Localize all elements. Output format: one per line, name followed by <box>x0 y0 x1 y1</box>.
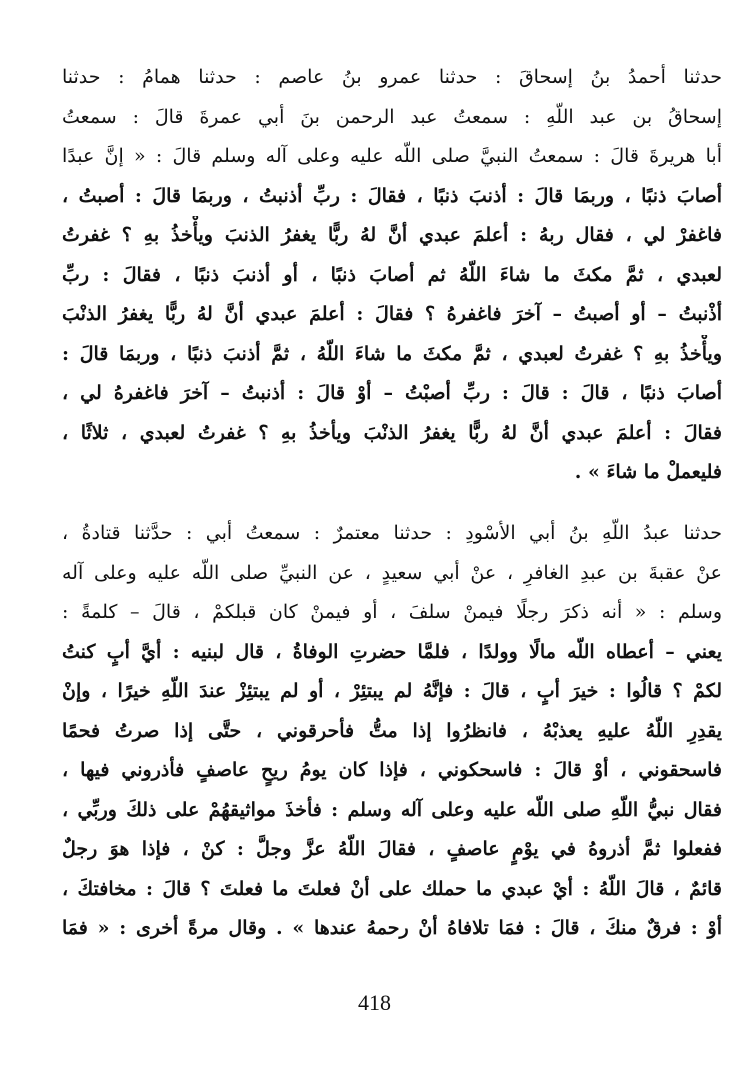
hadith-paragraph-2 <box>62 514 722 949</box>
text-line: قائمٌ ، قالَ اللّهُ : أيْ عبدي ما حملك على أنْ فعلتَ ما فعلتَ ؟ قالَ : مخافتكَ ، <box>62 877 722 900</box>
page-number: 418 <box>358 990 391 1015</box>
text-line: ففعلوا ثمَّ أذروهُ في يوْمٍ عاصفٍ ، فقالَ اللّهُ عزَّ وجلَّ : كنْ ، فإذا هوَ رجلٌ <box>62 838 722 860</box>
text-line: أوْ : فرقٌ منكَ ، قالَ : فمَا تلافاهُ أنْ رحمهُ عندها » . وقال مرةً أخرى : « فمَا <box>62 917 722 939</box>
text-line: أصابَ ذنبًا ، قالَ : قالَ : ربِّ أصبْتُ – أوْ قالَ : أذنبتُ – آخرَ فاغفرهُ لي ، <box>62 382 722 404</box>
text-line: يعني – أعطاه اللّه مالًا وولدًا ، فلمَّا حضرتِ الوفاةُ ، قال لبنيه : أيَّ أبٍ كنتُ <box>62 640 722 663</box>
text-line: لكمْ ؟ قالُوا : خيرَ أبٍ ، قالَ : فإنَّهُ لم يبتئِرْ ، أو لم يبتئِزْ عندَ اللّهِ خيرًا ، وإنْ <box>62 680 722 702</box>
text-line: ويأْخذُ بهِ ؟ غفرتُ لعبدي ، ثمَّ مكثَ ما شاءَ اللّهُ ، ثمَّ أذنبَ ذنبًا ، وربمَا قالَ : <box>62 342 722 365</box>
text-line: فليعملْ ما شاءَ » . <box>574 461 722 483</box>
text-line: فقال نبيُّ اللّهِ صلى اللّه عليه وعلى آله وسلم : فأخذَ مواثيقهُمْ على ذلكَ وربِّي ، <box>62 798 722 821</box>
text-line: أبا هريرةَ قالَ : سمعتُ النبيَّ صلى اللّه عليه وعلى آله وسلم قالَ : « إنَّ عبدًا <box>62 145 722 167</box>
text-line: إسحاقُ بن عبد اللّهِ : سمعتُ عبد الرحمن بنَ أبي عمرةَ قالَ : سمعتُ <box>62 105 722 128</box>
text-line: فقالَ : أعلمَ عبدي أنَّ لهُ ربًّا يغفرُ الذنْبَ ويأخذُ بهِ ؟ غفرتُ لعبدي ، ثلاثًا ، <box>62 421 722 444</box>
text-line: فاسحقوني ، أوْ قالَ : فاسحكوني ، فإذا كان يومُ ريحٍ عاصفٍ فأذروني فيها ، <box>62 759 722 781</box>
text-line: وسلم : « أنه ذكرَ رجلًا فيمنْ سلفَ ، أو فيمنْ كان قبلكمْ ، قالَ – كلمةً : <box>62 601 722 623</box>
text-line: فاغفرْ لي ، فقال ربهُ : أعلمَ عبدي أنَّ لهُ ربًّا يغفرُ الذنبَ ويأْخذُ بهِ ؟ غفرتُ <box>62 224 722 246</box>
text-line: حدثنا عبدُ اللّهِ بنُ أبي الأسْودِ : حدثنا معتمرٌ : سمعتُ أبي : حدَّثنا قتادةُ ، <box>62 522 722 544</box>
text-line: لعبدي ، ثمَّ مكثَ ما شاءَ اللّهُ ثم أصابَ ذنبًا ، أو أذنبَ ذنبًا ، فقالَ : ربِّ <box>62 263 722 286</box>
hadith-paragraph-1 <box>62 58 722 493</box>
text-line: أذْنبتُ – أو أصبتُ – آخرَ فاغفرهُ ؟ فقالَ : أعلمَ عبدي أنَّ لهُ ربًّا يغفرُ الذنْبَ <box>62 303 722 325</box>
text-line: أصابَ ذنبًا ، وربمَا قالَ : أذنبَ ذنبًا ، فقالَ : ربِّ أذنبتُ ، وربمَا قالَ : أصبتُ ، <box>62 184 722 207</box>
text-line: عنْ عقبةَ بن عبدِ الغافرِ ، عنْ أبي سعيدٍ ، عن النبيِّ صلى اللّه عليه وعلى آله <box>62 561 722 584</box>
text-line: يقدِرِ اللّهُ عليهِ يعذبْهُ ، فانظرُوا إذا متُّ فأحرقوني ، حتَّى إذا صرتُ فحمًا <box>62 719 722 742</box>
text-line: حدثنا أحمدُ بنُ إسحاقَ : حدثنا عمرو بنُ عاصم : حدثنا همامُ : حدثنا <box>62 66 722 88</box>
